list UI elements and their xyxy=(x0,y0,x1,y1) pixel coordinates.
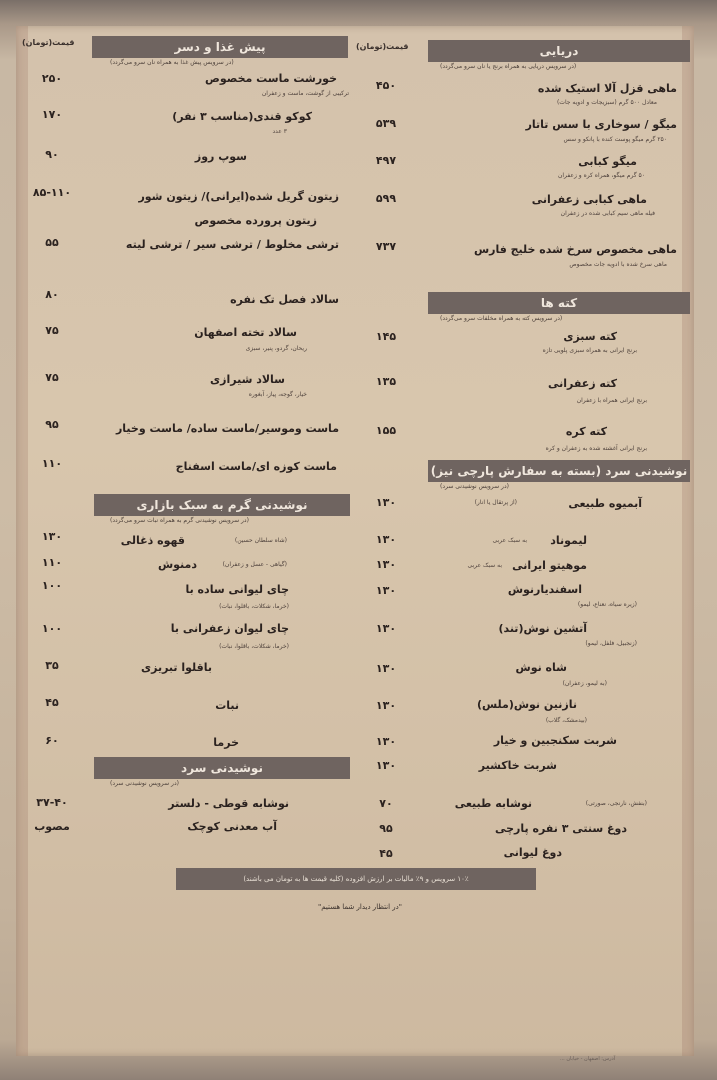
menu-item-name: شربت سکنجبین و خیار xyxy=(493,734,617,747)
menu-item-name: نوشابه طبیعی xyxy=(454,797,532,810)
menu-item-name: دوغ لیوانی xyxy=(503,846,562,859)
menu-item-name: زیتون گریل شده(ایرانی)/ زیتون شور xyxy=(138,190,339,203)
menu-item-price: ۵۵ xyxy=(45,236,59,249)
menu-item-name: میگو کبابی xyxy=(578,155,637,168)
menu-item-desc: (زیره سیاه، نعناع، لیمو) xyxy=(577,601,637,608)
menu-item-desc: (خرما، شکلات، باقلوا، نبات) xyxy=(219,603,289,610)
menu-item-name: موهیتو ایرانی xyxy=(512,559,587,572)
decorative-border-right xyxy=(682,26,694,1056)
menu-item-desc: (خرما، شکلات، باقلوا، نبات) xyxy=(219,643,289,650)
section-note-hot-drinks: (در سرویس نوشیدنی گرم به همراه نبات سرو می‌گردد) xyxy=(110,517,249,524)
menu-item-name: کوکو قندی(مناسب ۳ نفر) xyxy=(172,110,312,123)
menu-item-price: ۷۰ xyxy=(379,797,393,810)
menu-item-price: ۱۰۰ xyxy=(41,622,63,635)
menu-item-desc: ریحان، گردو، پنیر، سبزی xyxy=(245,345,307,352)
menu-item-name: دوغ سنتی ۳ نفره پارچی xyxy=(494,822,627,835)
menu-item-desc: برنج ایرانی همراه با زعفران xyxy=(576,397,647,404)
section-note-cold-drinks-right: (در سرویس نوشیدنی سرد) xyxy=(440,483,509,490)
section-note-kuku: (در سرویس کته به همراه مخلفات سرو می‌گردد) xyxy=(440,315,563,322)
menu-item-name: سالاد تخته اصفهان xyxy=(194,326,297,339)
section-header-seafood: دریایی xyxy=(428,40,690,62)
section-header-appetizers: پیش غذا و دسر xyxy=(92,36,348,58)
section-header-kuku: کته ها xyxy=(428,292,690,314)
menu-item-price: ۱۳۰ xyxy=(375,533,397,546)
menu-item-price: ۳۷-۴۰ xyxy=(36,796,68,809)
menu-item-price: ۴۵ xyxy=(45,696,59,709)
menu-item-desc: (زنجبیل، فلفل، لیمو) xyxy=(585,640,637,647)
menu-item-price: ۹۵ xyxy=(379,822,393,835)
menu-item-name: اسفندیارنوش xyxy=(507,583,582,596)
menu-item-name: میگو / سوخاری با سس تاتار xyxy=(525,118,677,131)
menu-item-name: نوشابه قوطی - دلستر xyxy=(168,797,289,810)
menu-item-name: کته سبزی xyxy=(563,330,617,343)
menu-item-desc: (شاه سلطان حسین) xyxy=(234,537,287,544)
menu-item-desc: (گیاهی - عسل و زعفران) xyxy=(222,561,287,568)
menu-item-name: ماهی کبابی زعفرانی xyxy=(531,193,647,206)
menu-item-price: ۱۷۰ xyxy=(41,108,63,121)
menu-item-price: ۸۵-۱۱۰ xyxy=(32,186,72,199)
menu-item-price: ۹۵ xyxy=(45,418,59,431)
menu-item-name: زیتون پرورده مخصوص xyxy=(194,214,317,227)
menu-item-desc: (به لیمو، زعفران) xyxy=(562,680,607,687)
menu-item-name: ترشی مخلوط / ترشی سیر / ترشی لیته xyxy=(125,238,339,251)
menu-item-name: کته زعفرانی xyxy=(547,377,617,390)
menu-item-price: ۱۳۰ xyxy=(41,530,63,543)
menu-item-price: ۱۳۰ xyxy=(375,735,397,748)
menu-item-price: ۱۳۰ xyxy=(375,699,397,712)
menu-item-desc: معادل ۵۰۰ گرم (سبزیجات و ادویه جات) xyxy=(556,99,657,106)
menu-item-name: سالاد شیرازی xyxy=(210,373,285,386)
menu-item-desc: (بیدمشک، گلاب) xyxy=(545,717,587,724)
menu-item-name: سالاد فصل تک نفره xyxy=(230,293,339,306)
menu-item-price: ۱۴۵ xyxy=(375,330,397,343)
menu-item-price: ۱۳۰ xyxy=(375,584,397,597)
menu-item-price: ۷۵ xyxy=(45,371,59,384)
menu-item-desc: ۲۵۰ گرم میگو پوست کنده با پانکو و سس xyxy=(563,136,667,143)
menu-item-price: ۸۰ xyxy=(45,288,59,301)
menu-item-price: ۱۳۰ xyxy=(375,496,397,509)
menu-item-price: ۱۳۰ xyxy=(375,622,397,635)
menu-item-name: ماست وموسیر/ماست ساده/ ماست وخیار xyxy=(115,422,339,435)
menu-item-price: ۱۳۰ xyxy=(375,759,397,772)
menu-item-desc: به سبک عربی xyxy=(467,562,502,569)
footer-tax-note: ۱۰٪ سرویس و ۹٪ مالیات بر ارزش افزوده (کلیه قیمت ها به تومان می باشند) xyxy=(176,868,536,890)
menu-item-desc: ۳ عدد xyxy=(272,128,287,135)
menu-item-name: نازنین نوش(ملس) xyxy=(476,698,577,711)
section-note-appetizers: (در سرویس پیش غذا به همراه نان سرو می‌گردد) xyxy=(110,59,234,66)
menu-item-name: شربت خاکشیر xyxy=(478,759,557,772)
menu-item-name: ماهی مخصوص سرخ شده خلیج فارس xyxy=(473,243,677,256)
section-note-seafood: (در سرویس دریایی به همراه برنج یا نان سرو می‌گردد) xyxy=(440,63,577,70)
menu-item-price: ۱۰۰ xyxy=(41,579,63,592)
menu-item-price: ۵۳۹ xyxy=(375,117,397,130)
footer-message: "در انتظار دیدار شما هستیم" xyxy=(317,903,403,911)
menu-item-price: ۱۵۵ xyxy=(375,424,397,437)
menu-item-name: خورشت ماست مخصوص xyxy=(205,72,337,85)
menu-item-desc: برنج ایرانی به همراه سبزی پلویی تازه xyxy=(542,347,637,354)
menu-item-desc: ترکیبی از گوشت، ماست و زعفران xyxy=(261,90,349,97)
menu-item-desc: ۵۰ گرم میگو، همراه کره و زعفران xyxy=(557,172,645,179)
menu-item-price: ۱۳۰ xyxy=(375,558,397,571)
menu-item-name: آبمیوه طبیعی xyxy=(568,497,642,510)
menu-item-desc: (از پرتقال یا انار) xyxy=(474,499,517,506)
menu-item-name: چای لیوانی ساده با xyxy=(185,583,289,596)
menu-item-price: ۶۰ xyxy=(45,734,59,747)
price-header-right: قیمت(تومان) xyxy=(356,42,409,51)
menu-item-price: ۴۵ xyxy=(379,847,393,860)
price-header-left: قیمت(تومان) xyxy=(22,38,75,47)
menu-item-desc: ماهی سرخ شده با ادویه جات مخصوص xyxy=(569,261,667,268)
menu-item-desc: (بنفش، نارنجی، صورتی) xyxy=(585,800,647,807)
menu-item-name: لیموناد xyxy=(550,534,587,547)
bottom-address: آدرس: اصفهان - خیابان ... xyxy=(560,1056,616,1062)
menu-item-name: آب معدنی کوچک xyxy=(187,820,277,833)
menu-item-price: ۹۰ xyxy=(45,148,59,161)
section-header-hot-drinks: نوشیدنی گرم به سبک بازاری xyxy=(94,494,350,516)
menu-item-price: ۱۱۰ xyxy=(41,457,63,470)
menu-item-name: چای لیوان زعفرانی با xyxy=(170,622,289,635)
menu-item-name: خرما xyxy=(213,736,239,749)
menu-item-name: ماهی قزل آلا استیک شده xyxy=(537,82,677,95)
menu-item-name: قهوه ذغالی xyxy=(120,534,185,547)
menu-paper xyxy=(16,26,694,1056)
menu-item-price: ۱۳۰ xyxy=(375,662,397,675)
section-header-cold-drinks-right: نوشیدنی سرد (بسته به سفارش پارچی نیز) xyxy=(428,460,690,482)
menu-item-price: ۵۹۹ xyxy=(375,192,397,205)
section-note-cold-drinks-left: (در سرویس نوشیدنی سرد) xyxy=(110,780,179,787)
menu-item-price: مصوب xyxy=(34,820,70,833)
menu-item-price: ۷۵ xyxy=(45,324,59,337)
menu-item-name: نبات xyxy=(215,699,239,712)
menu-item-name: کته کره xyxy=(565,425,607,438)
menu-item-price: ۴۵۰ xyxy=(375,79,397,92)
menu-item-name: باقلوا تبریزی xyxy=(141,661,212,674)
section-header-cold-drinks-left: نوشیدنی سرد xyxy=(94,757,350,779)
menu-item-price: ۱۳۵ xyxy=(375,375,397,388)
menu-item-price: ۴۹۷ xyxy=(375,154,397,167)
menu-item-price: ۱۱۰ xyxy=(41,556,63,569)
menu-item-name: دمنوش xyxy=(157,558,197,571)
menu-item-name: آتشین نوش(تند) xyxy=(498,622,587,635)
menu-item-price: ۷۳۷ xyxy=(375,240,397,253)
menu-item-name: شاه نوش xyxy=(515,661,567,674)
menu-item-name: سوپ روز xyxy=(194,150,247,163)
menu-item-price: ۳۵ xyxy=(45,659,59,672)
menu-item-price: ۲۵۰ xyxy=(41,72,63,85)
menu-item-desc: به سبک عربی xyxy=(492,537,527,544)
menu-item-name: ماست کوزه ای/ماست اسفناج xyxy=(175,460,337,473)
menu-item-desc: برنج ایرانی آغشته شده به زعفران و کره xyxy=(545,445,647,452)
menu-item-desc: فیله ماهی سیم کبابی شده در زعفران xyxy=(560,210,655,217)
menu-item-desc: خیار، گوجه، پیاز، آبغوره xyxy=(248,391,307,398)
